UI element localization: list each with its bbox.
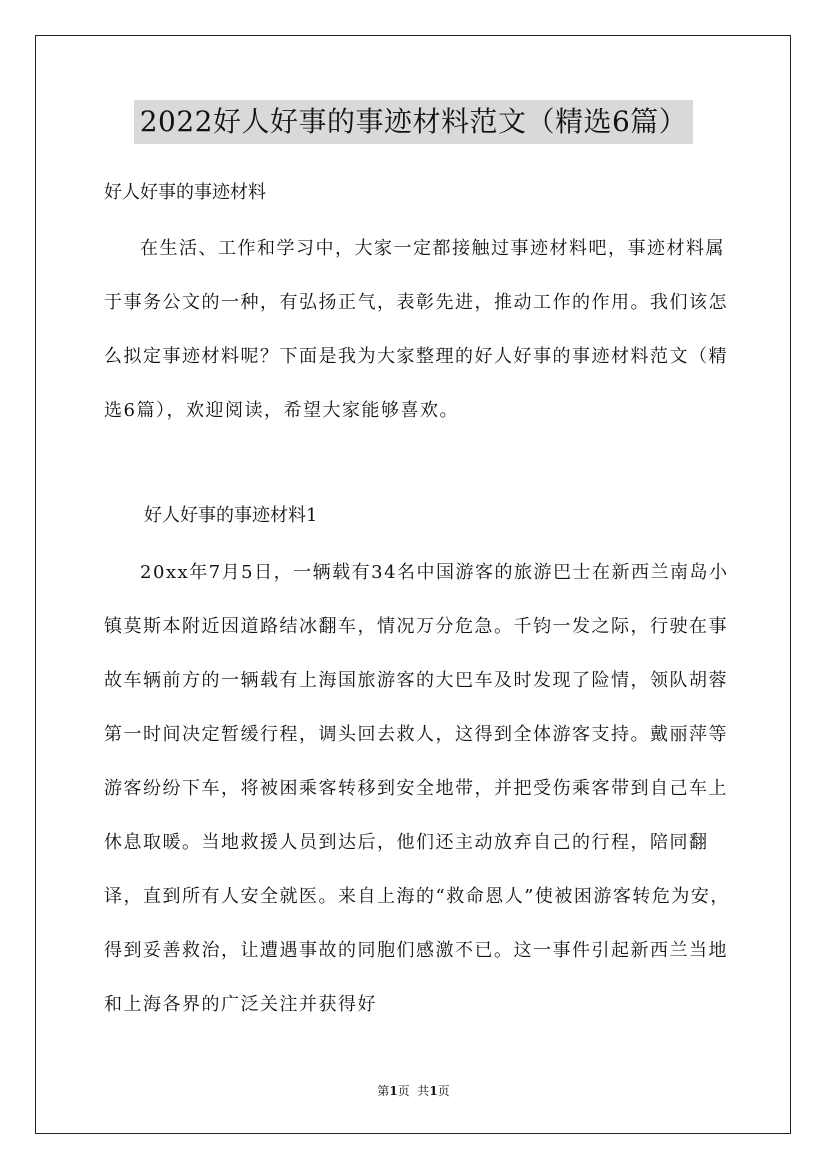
footer-page-number: 1 (389, 1084, 398, 1098)
footer-total-pages: 1 (429, 1084, 438, 1098)
page-footer (0, 1082, 827, 1100)
section-1-title: 好人好事的事迹材料1 (144, 505, 318, 526)
title-container (0, 100, 827, 144)
intro-paragraph: 在生活、工作和学习中，大家一定都接触过事迹材料吧，事迹材料属于事务公文的一种，有弘扬正气，表彰先进，推动工作的作用。我们该怎么拟定事迹材料呢？下面是我为大家整理的好人好事的事迹材料范文（精选6篇），欢迎阅读，希望大家能够喜欢。 (104, 238, 728, 421)
footer-middle: 页 共 (397, 1084, 430, 1098)
document-subheading: 好人好事的事迹材料 (104, 182, 266, 203)
section-1-body: 20xx年7月5日，一辆载有34名中国游客的旅游巴士在新西兰南岛小镇莫斯本附近因道路结冰翻车，情况万分危急。千钧一发之际，行驶在事故车辆前方的一辆载有上海国旅游客的大巴车及时发现了险情，领队胡蓉第一时间决定暂缓行程，调头回去救人，这得到全体游客支持。戴丽萍等游客纷纷下车，将被困乘客转移到安全地带，并把受伤乘客带到自己车上休息取暖。当地救援人员到达后，他们还主动放弃自己的行程，陪同翻译，直到所有人安全就医。来自上海的“救命恩人”使被困游客转危为安，得到妥善救治，让遭遇事故的同胞们感激不已。这一事件引起新西兰当地和上海各界的广泛关注并获得好 (104, 562, 730, 1015)
footer-suffix: 页 (437, 1084, 450, 1098)
document-title: 2022好人好事的事迹材料范文（精选6篇） (134, 100, 694, 144)
footer-prefix: 第 (377, 1084, 390, 1098)
